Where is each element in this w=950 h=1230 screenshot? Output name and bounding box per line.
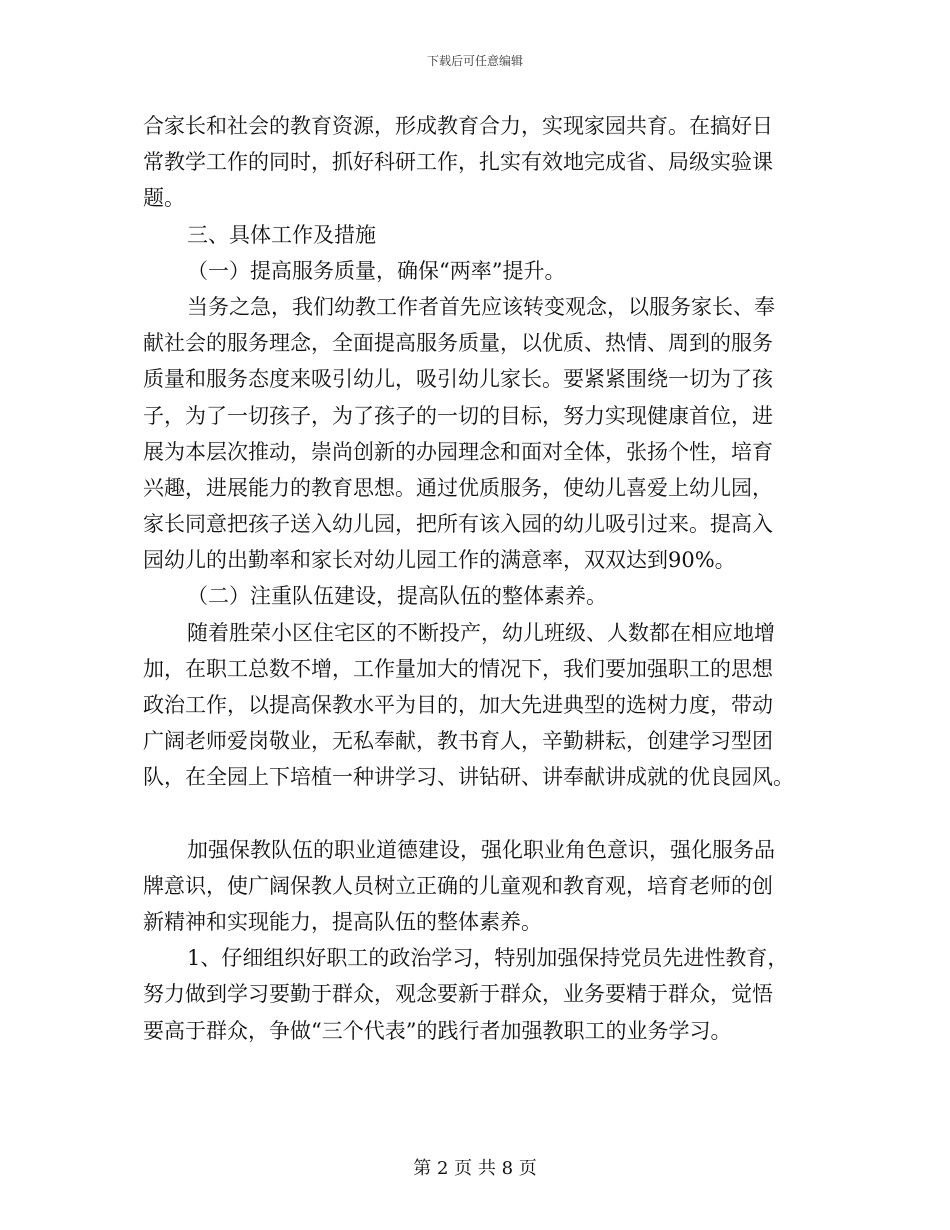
paragraph-first-line: 加强保教队伍的职业道德建设，强化职业角色意识，强化服务品 (187, 837, 775, 862)
body-line: 牌意识，使广阔保教人员树立正确的儿童观和教育观，培育老师的创 (143, 873, 773, 898)
body-line: 兴趣，进展能力的教育思想。通过优质服务，使幼儿喜爱上幼儿园， (143, 475, 773, 500)
body-line: 题。 (143, 186, 185, 211)
body-line: 要高于群众，争做“三个代表”的践行者加强教职工的业务学习。 (143, 1018, 732, 1043)
body-line: 努力做到学习要勤于群众，观念要新于群众，业务要精于群众，觉悟 (143, 982, 773, 1007)
paragraph-first-line: 当务之急，我们幼教工作者首先应该转变观念，以服务家长、奉 (187, 294, 775, 319)
body-line: 队，在全园上下培植一种讲学习、讲钻研、讲奉献讲成就的优良园风。 (143, 765, 794, 790)
body-line: 展为本层次推动，崇尚创新的办园理念和面对全体，张扬个性，培育 (143, 439, 773, 464)
paragraph-gap (143, 796, 811, 832)
section-heading: 三、具体工作及措施 (187, 222, 376, 247)
body-line: 政治工作，以提高保教水平为目的，加大先进典型的选树力度，带动 (143, 693, 773, 717)
body-line: 合家长和社会的教育资源，形成教育合力，实现家园共育。在搞好日 (143, 114, 773, 138)
body-line: 子，为了一切孩子，为了孩子的一切的目标，努力实现健康首位，进 (143, 403, 773, 428)
body-line: 广阔老师爱岗敬业，无私奉献，教书育人，辛勤耕耘，创建学习型团 (143, 729, 773, 754)
body-line: 献社会的服务理念，全面提高服务质量，以优质、热情、周到的服务 (143, 331, 773, 356)
page-number-footer: 第 2 页 共 8 页 (413, 1158, 537, 1179)
paragraph-first-line: 1、仔细组织好职工的政治学习，特别加强保持党员先进性教育， (187, 946, 789, 971)
subsection-heading: （一）提高服务质量，确保“两率”提升。 (187, 258, 566, 283)
paragraph-first-line: 随着胜荣小区住宅区的不断投产，幼儿班级、人数都在相应地增 (187, 620, 775, 645)
body-line: 园幼儿的出勤率和家长对幼儿园工作的满意率，双双达到90%。 (143, 548, 736, 573)
subsection-heading: （二）注重队伍建设，提高队伍的整体素养。 (187, 584, 607, 609)
page-header: 下载后可任意编辑 (426, 54, 523, 68)
body-line: 常教学工作的同时，抓好科研工作，扎实有效地完成省、局级实验课 (143, 150, 773, 175)
body-line: 家长同意把孩子送入幼儿园，把所有该入园的幼儿吸引过来。提高入 (143, 512, 773, 537)
body-line: 加，在职工总数不增，工作量加大的情况下，我们要加强职工的思想 (143, 656, 773, 681)
document-body (143, 108, 811, 1049)
body-line: 质量和服务态度来吸引幼儿，吸引幼儿家长。要紧紧围绕一切为了孩 (143, 367, 773, 392)
body-line: 新精神和实现能力，提高队伍的整体素养。 (143, 909, 542, 934)
